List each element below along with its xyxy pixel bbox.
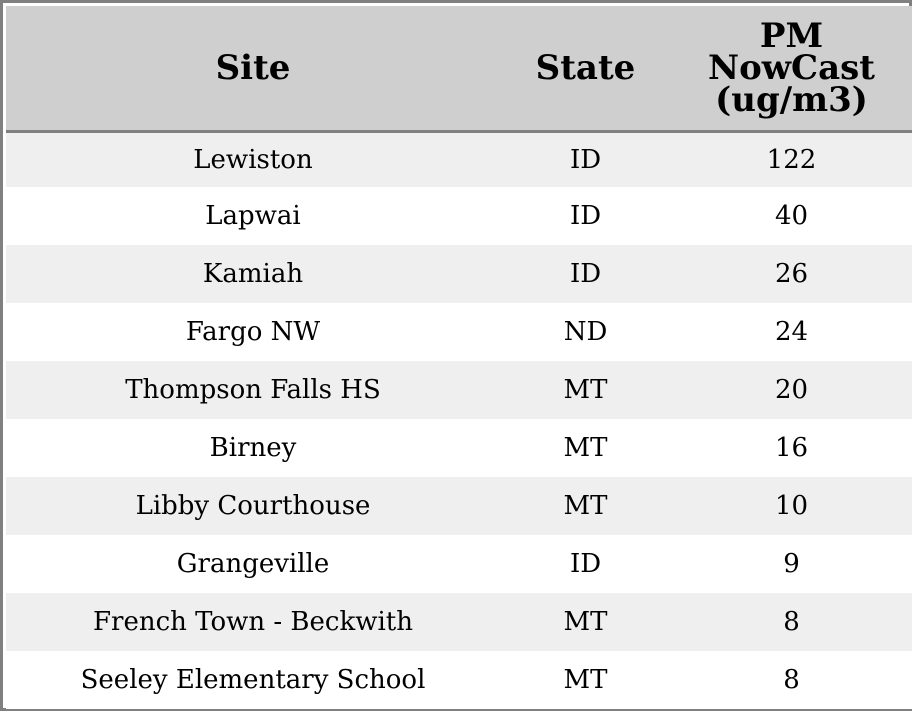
header-row xyxy=(6,6,912,131)
cell-pm: 20 xyxy=(774,375,809,405)
cell-state: ND xyxy=(563,317,608,347)
cell-pm: 40 xyxy=(774,201,809,231)
table-header xyxy=(6,6,912,131)
table-row xyxy=(6,131,912,187)
table-row xyxy=(6,187,912,245)
cell-pm: 24 xyxy=(774,317,809,347)
header-pm-line-3: (ug/m3) xyxy=(715,79,868,120)
pm-nowcast-table xyxy=(6,6,912,709)
header-pm-line-2: NowCast xyxy=(708,47,875,88)
table-row xyxy=(6,477,912,535)
cell-site: Birney xyxy=(209,433,297,463)
cell-site: Grangeville xyxy=(176,549,330,579)
cell-state: MT xyxy=(563,433,608,463)
table-row xyxy=(6,419,912,477)
cell-state: ID xyxy=(569,549,602,579)
cell-site: Lapwai xyxy=(205,201,301,231)
header-state: State xyxy=(500,6,671,131)
table-row xyxy=(6,651,912,709)
cell-pm: 10 xyxy=(774,491,809,521)
cell-site: Kamiah xyxy=(202,259,304,289)
cell-pm: 26 xyxy=(774,259,809,289)
cell-pm: 16 xyxy=(774,433,809,463)
cell-pm: 8 xyxy=(783,607,800,637)
cell-state: ID xyxy=(569,144,602,175)
cell-pm: 9 xyxy=(783,549,800,579)
header-pm-nowcast xyxy=(671,6,912,131)
cell-site: Thompson Falls HS xyxy=(125,375,381,405)
table-row xyxy=(6,593,912,651)
cell-state: MT xyxy=(563,375,608,405)
cell-state: MT xyxy=(563,665,608,695)
table-row xyxy=(6,245,912,303)
cell-pm: 122 xyxy=(766,144,817,175)
cell-state: ID xyxy=(569,201,602,231)
table-row xyxy=(6,535,912,593)
cell-site: Seeley Elementary School xyxy=(80,665,426,695)
cell-pm: 8 xyxy=(783,665,800,695)
cell-state: MT xyxy=(563,607,608,637)
header-pm-line-1: PM xyxy=(759,15,824,56)
table-row xyxy=(6,303,912,361)
cell-state: MT xyxy=(563,491,608,521)
cell-site: Lewiston xyxy=(193,144,313,175)
cell-site: French Town - Beckwith xyxy=(92,607,414,637)
cell-site: Fargo NW xyxy=(185,317,321,347)
cell-site: Libby Courthouse xyxy=(135,491,371,521)
cell-state: ID xyxy=(569,259,602,289)
header-site: Site xyxy=(6,6,500,131)
table-body xyxy=(6,131,912,709)
table-row xyxy=(6,361,912,419)
